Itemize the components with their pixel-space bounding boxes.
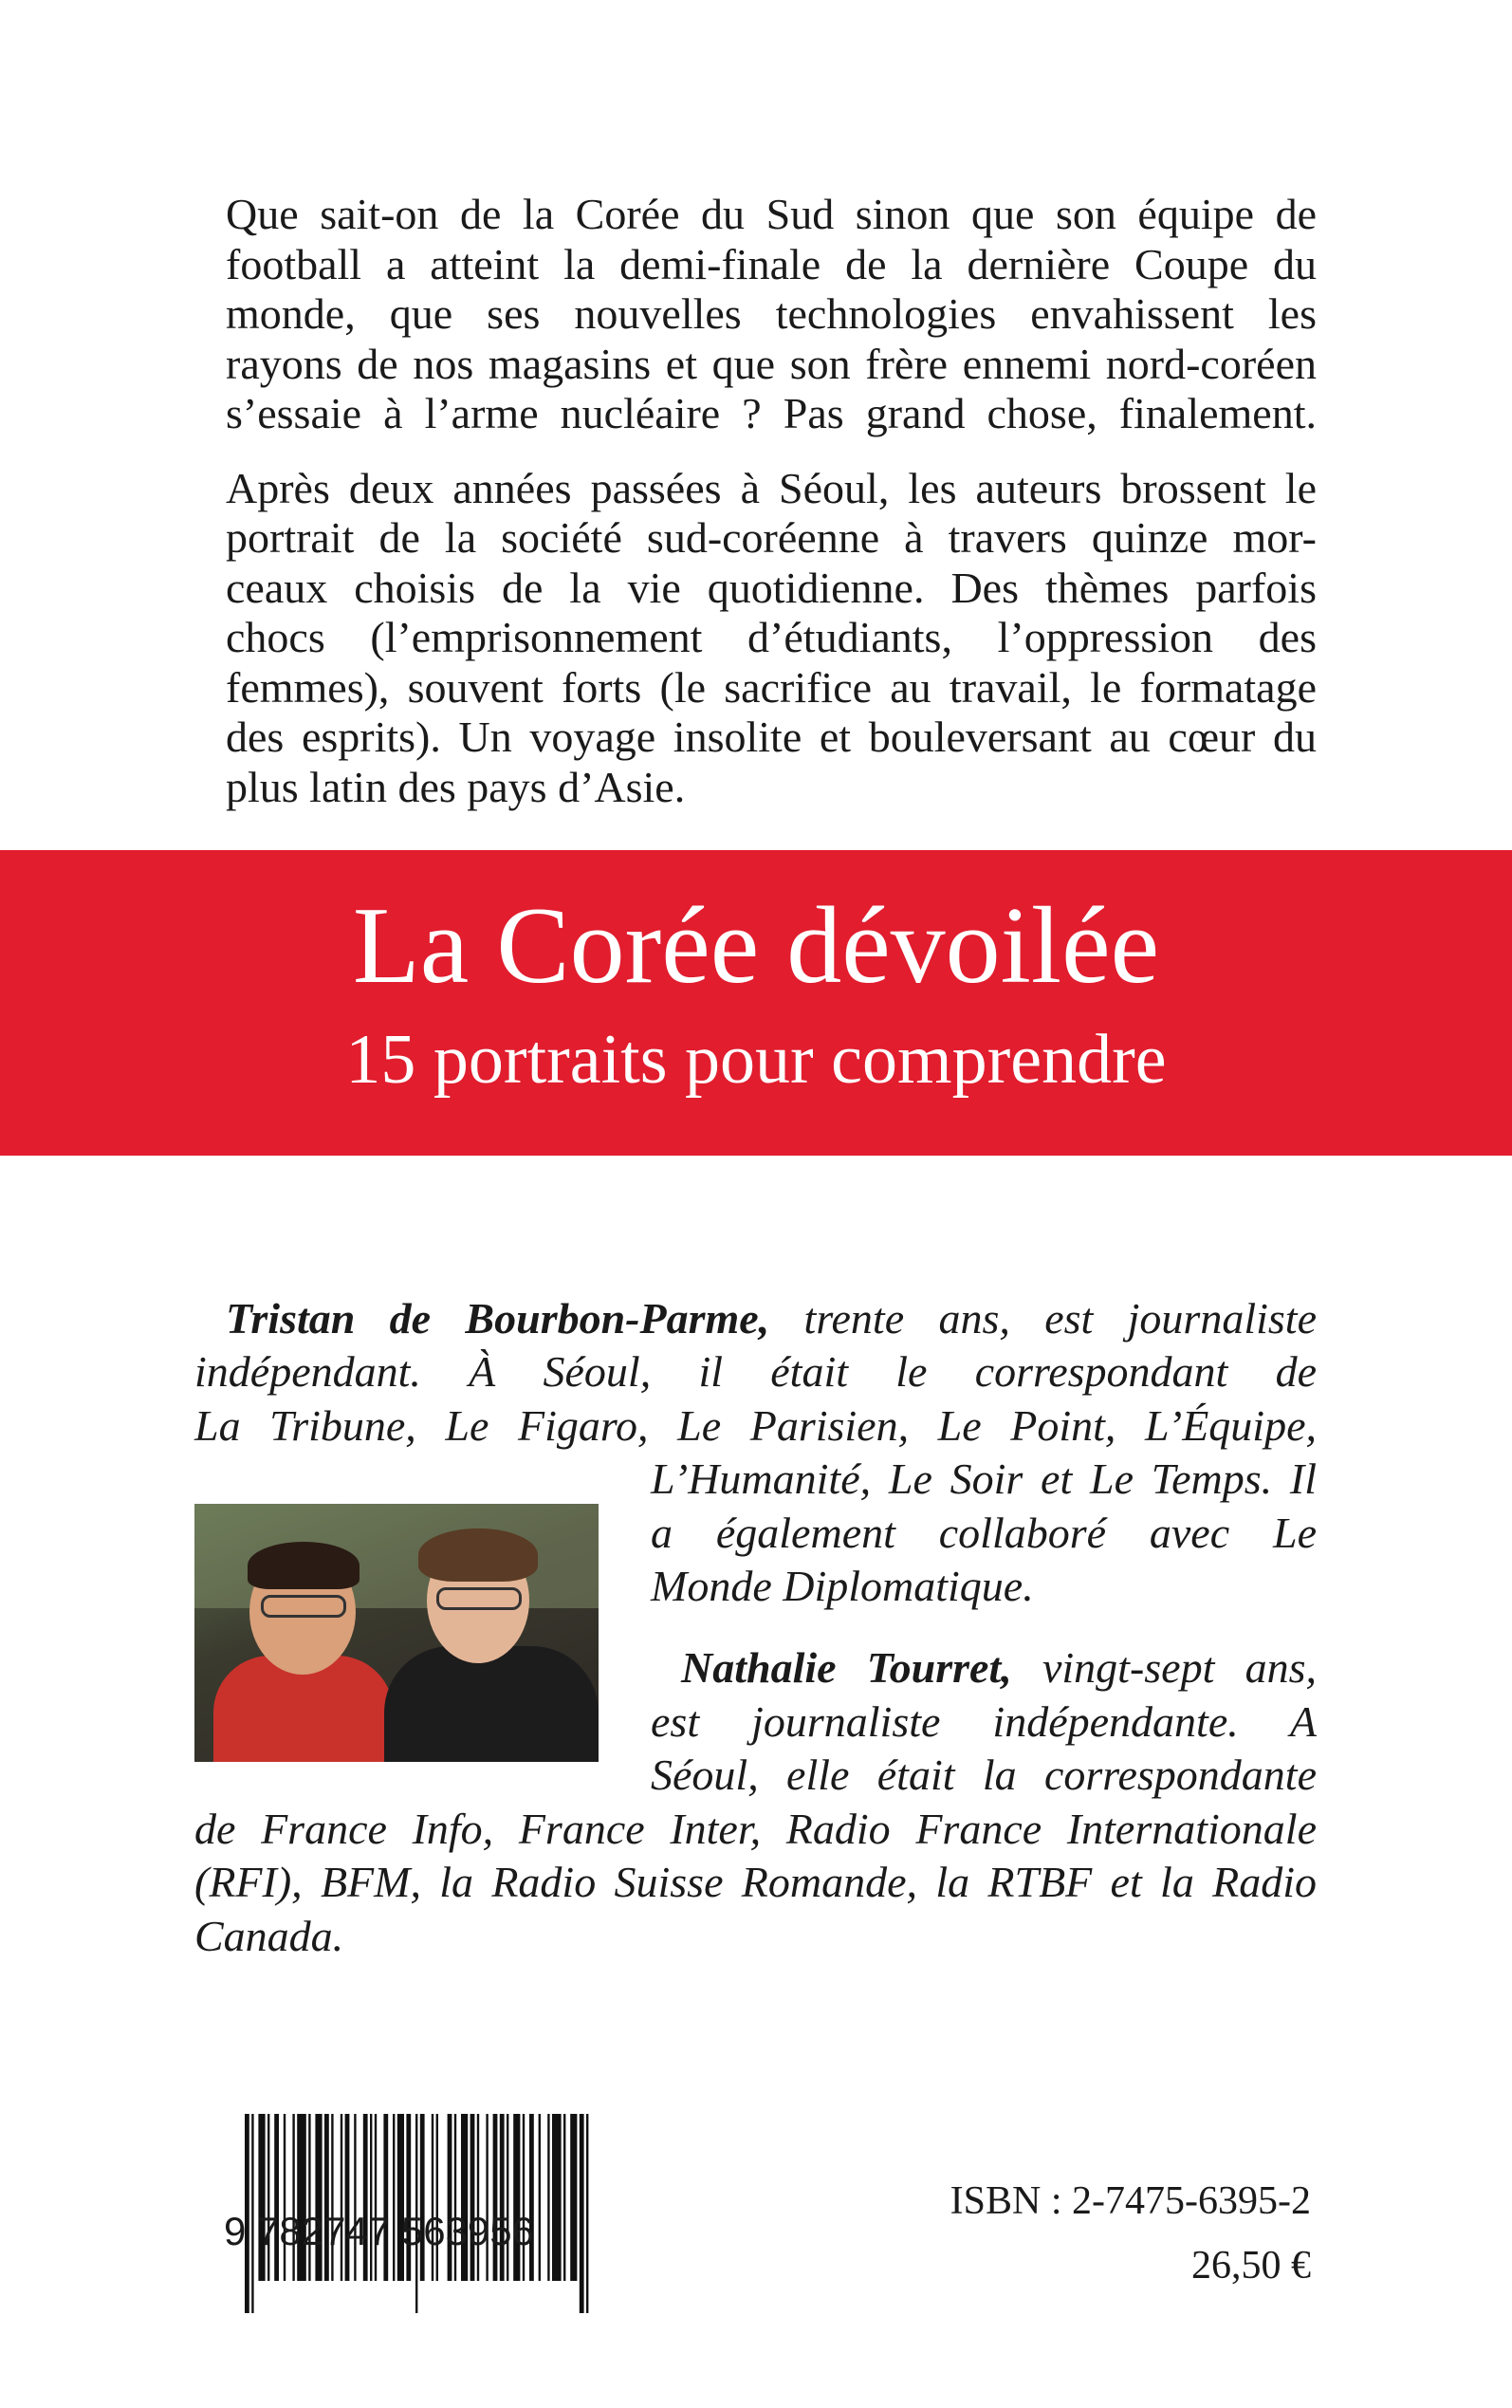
bio2-line-6: Canada. bbox=[194, 1912, 344, 1960]
author-name: Nathalie Tourret, bbox=[681, 1643, 1012, 1692]
isbn: ISBN : 2-7475-6395-2 bbox=[950, 2179, 1311, 2223]
bio-text: vingt-sept ans, bbox=[1011, 1643, 1317, 1692]
blurb-line: femmes), souvent forts (le sacrifice au travail, le formatage bbox=[226, 662, 1317, 712]
blurb-line: des esprits). Un voyage insolite et bouleversant au cœur du bbox=[226, 713, 1317, 761]
blurb-line: chocs (l’emprisonnement d’étudiants, l’oppression des bbox=[226, 613, 1317, 661]
bio2-line-2: est journaliste indépendante. A bbox=[651, 1697, 1317, 1746]
blurb-line: monde, que ses nouvelles technologies envahissent les bbox=[226, 289, 1317, 338]
bio2-line-3: Séoul, elle était la correspondante bbox=[651, 1750, 1317, 1799]
blurb-line: ceaux choisis de la vie quotidienne. Des thèmes parfois bbox=[226, 563, 1317, 612]
blurb-line: s’essaie à l’arme nucléaire ? Pas grand chose, finalement. bbox=[226, 389, 1317, 437]
back-cover-blurb bbox=[226, 190, 1317, 837]
author-name: Tristan de Bourbon-Parme, bbox=[226, 1294, 770, 1343]
bio-text: trente ans, est journaliste bbox=[769, 1294, 1317, 1343]
bio1-line-5: a également collaboré avec Le bbox=[651, 1509, 1317, 1557]
bio1-line-1 bbox=[226, 1292, 1317, 1346]
blurb-line: Après deux années passées à Séoul, les auteurs brossent le bbox=[226, 463, 1317, 512]
bio2-line-1 bbox=[681, 1641, 1317, 1695]
bio1-line-4: L’Humanité, Le Soir et Le Temps. Il bbox=[651, 1454, 1317, 1503]
barcode-number: 9 782747 563956 bbox=[224, 2209, 534, 2253]
blurb-line: rayons de nos magasins et que son frère ennemi nord-coréen bbox=[226, 339, 1317, 388]
title-band bbox=[0, 850, 1512, 1156]
blurb-line: Que sait-on de la Corée du Sud sinon que son équipe de bbox=[226, 190, 1317, 238]
authors-photo bbox=[194, 1504, 599, 1762]
book-subtitle: 15 portraits pour comprendre bbox=[345, 1021, 1167, 1099]
barcode-digits bbox=[224, 2209, 613, 2285]
bio1-line-3: La Tribune, Le Figaro, Le Parisien, Le Point, L’Équipe, bbox=[194, 1401, 1317, 1450]
price: 26,50 € bbox=[1191, 2244, 1311, 2288]
blurb-paragraph-2 bbox=[226, 464, 1317, 813]
blurb-paragraph-1 bbox=[226, 190, 1317, 439]
blurb-line: portrait de la société sud-coréenne à travers quinze mor- bbox=[226, 513, 1317, 562]
blurb-line: plus latin des pays d’Asie. bbox=[226, 762, 686, 811]
blurb-line: football a atteint la demi-finale de la dernière Coupe du bbox=[226, 239, 1317, 288]
bio1-line-2: indépendant. À Séoul, il était le correspondant de bbox=[194, 1347, 1317, 1396]
bio2-line-4: de France Info, France Inter, Radio France Internationale bbox=[194, 1805, 1317, 1853]
bio2-line-5: (RFI), BFM, la Radio Suisse Romande, la RTBF et la Radio bbox=[194, 1858, 1317, 1906]
bio1-line-6: Monde Diplomatique. bbox=[651, 1562, 1034, 1610]
book-title: La Corée dévoilée bbox=[352, 885, 1160, 1007]
